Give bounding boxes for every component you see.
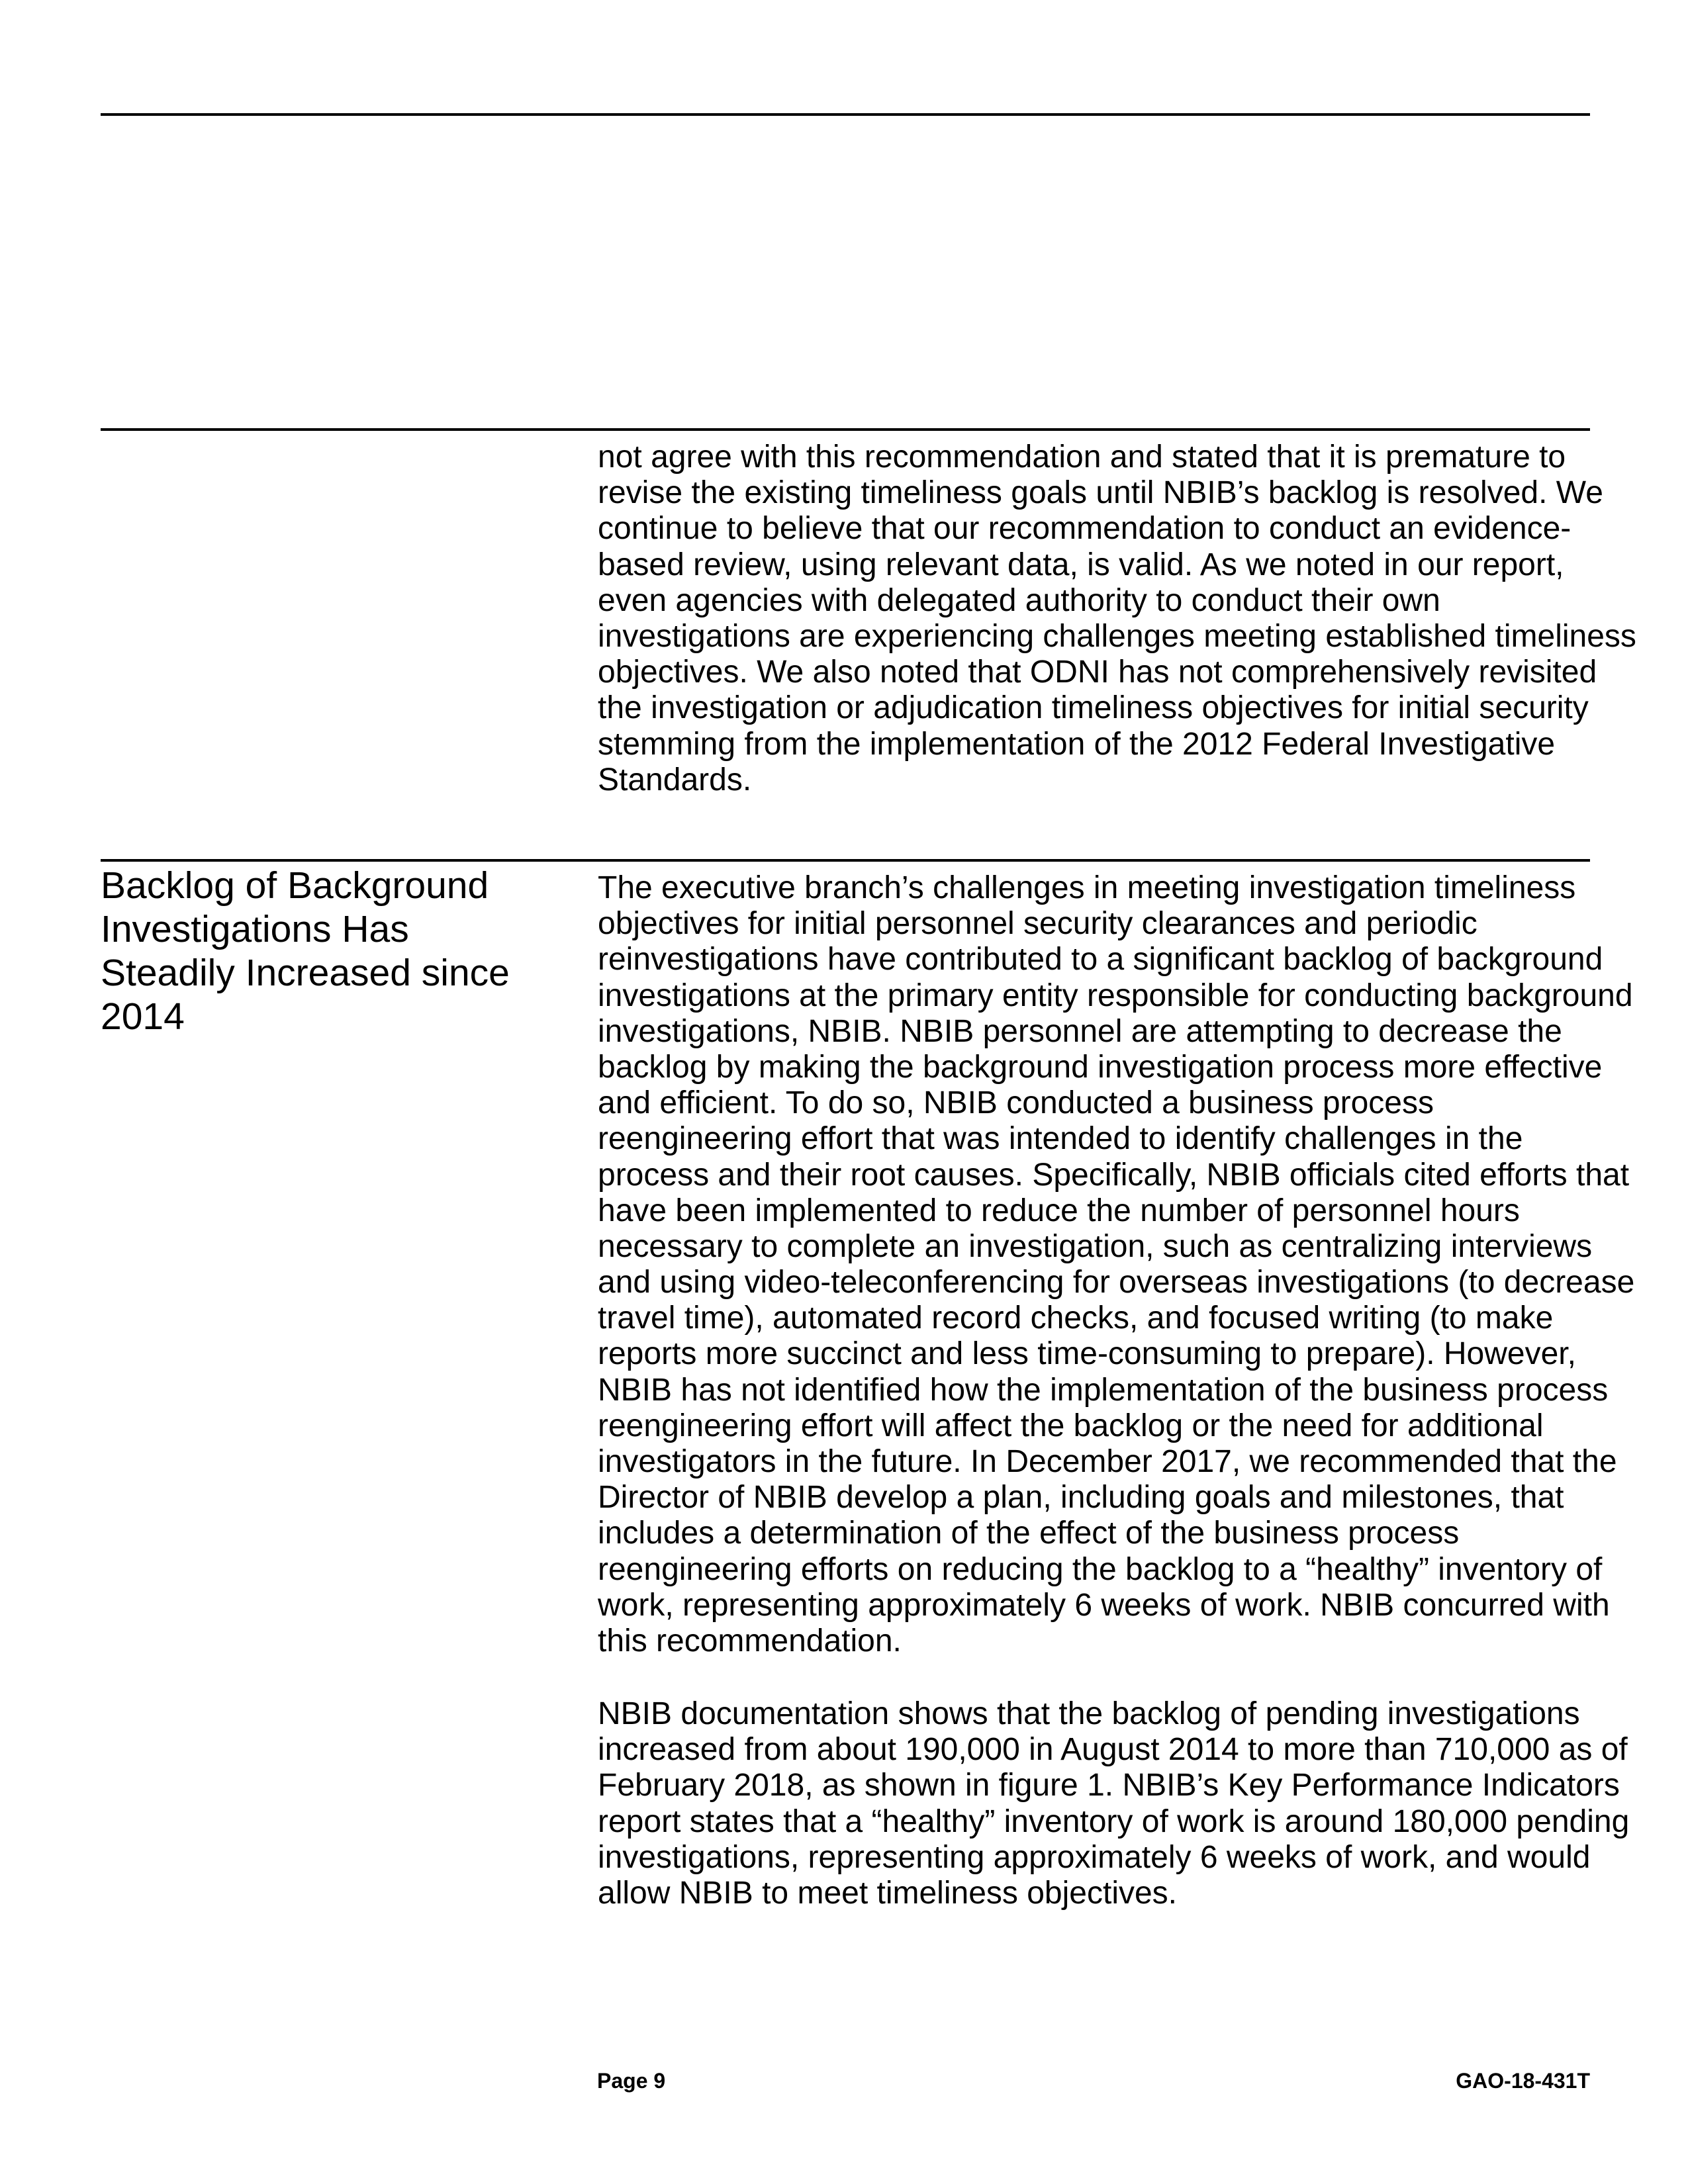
text-line: Director of NBIB develop a plan, including goals and milestones, that [598,1480,1564,1516]
text-line: NBIB has not identified how the implementation of the business process [598,1372,1609,1408]
text-line: NBIB documentation shows that the backlog of pending investigations [598,1696,1580,1731]
text-line: reengineering effort that was intended to identify challenges in the [598,1121,1523,1157]
text-line: investigators in the future. In December 2017, we recommended that the [598,1444,1617,1479]
text-line: reengineering efforts on reducing the backlog to a “healthy” inventory of [598,1551,1603,1587]
text-line: Investigations Has [101,908,409,950]
text-line: backlog by making the background investigation process more effective [598,1049,1603,1085]
section-rule [101,859,1590,862]
text-line: necessary to complete an investigation, such as centralizing interviews [598,1228,1593,1264]
text-line: Standards. [598,762,752,797]
text-line: process and their root causes. Specifically, NBIB officials cited efforts that [598,1157,1630,1193]
text-line: objectives for initial personnel security clearances and periodic [598,906,1477,942]
text-line: reinvestigations have contributed to a significant backlog of background [598,942,1603,978]
text-line: travel time), automated record checks, and focused writing (to make [598,1300,1554,1336]
section-rule [101,428,1590,431]
text-line: includes a determination of the effect of the business process [598,1516,1460,1551]
text-line: investigations, NBIB. NBIB personnel are attempting to decrease the [598,1013,1562,1049]
section-heading [101,864,510,1038]
text-line: continue to believe that our recommendation to conduct an evidence- [598,511,1571,547]
text-line: increased from about 190,000 in August 2014 to more than 710,000 as of [598,1732,1628,1768]
body-paragraph [598,1696,1630,1911]
text-line: investigations, representing approximately 6 weeks of work, and would [598,1839,1591,1875]
text-line: allow NBIB to meet timeliness objectives. [598,1875,1178,1911]
text-line: revise the existing timeliness goals until NBIB’s backlog is resolved. We [598,475,1603,511]
text-line: and using video-teleconferencing for overseas investigations (to decrease [598,1265,1635,1300]
text-line: The executive branch’s challenges in meeting investigation timeliness [598,870,1576,905]
text-line: reengineering effort will affect the backlog or the need for additional [598,1408,1544,1443]
text-line: investigations at the primary entity responsible for conducting background [598,978,1633,1013]
text-line: reports more succinct and less time-consuming to prepare). However, [598,1336,1576,1372]
text-line: based review, using relevant data, is valid. As we noted in our report, [598,547,1564,582]
top-rule [101,113,1590,116]
text-line: stemming from the implementation of the 2012 Federal Investigative [598,726,1556,762]
page-number: Page 9 [597,2069,666,2093]
report-number: GAO-18-431T [1456,2069,1590,2093]
text-line: February 2018, as shown in figure 1. NBIB’s Key Performance Indicators [598,1768,1620,1803]
text-line: Steadily Increased since [101,952,510,994]
body-paragraph [598,870,1635,1659]
text-line: work, representing approximately 6 weeks of work. NBIB concurred with [598,1587,1610,1623]
continued-paragraph [598,439,1636,798]
text-line: not agree with this recommendation and stated that it is premature to [598,439,1566,475]
text-line: this recommendation. [598,1623,902,1659]
text-line: even agencies with delegated authority to conduct their own [598,582,1440,618]
text-line: Backlog of Background [101,864,489,907]
text-line: objectives. We also noted that ODNI has not comprehensively revisited [598,655,1597,690]
text-line: 2014 [101,995,185,1038]
text-line: have been implemented to reduce the number of personnel hours [598,1193,1520,1228]
text-line: the investigation or adjudication timeliness objectives for initial security [598,690,1589,726]
text-line: investigations are experiencing challenges meeting established timeliness [598,618,1636,654]
text-line: and efficient. To do so, NBIB conducted a business process [598,1085,1434,1121]
text-line: report states that a “healthy” inventory of work is around 180,000 pending [598,1803,1630,1839]
